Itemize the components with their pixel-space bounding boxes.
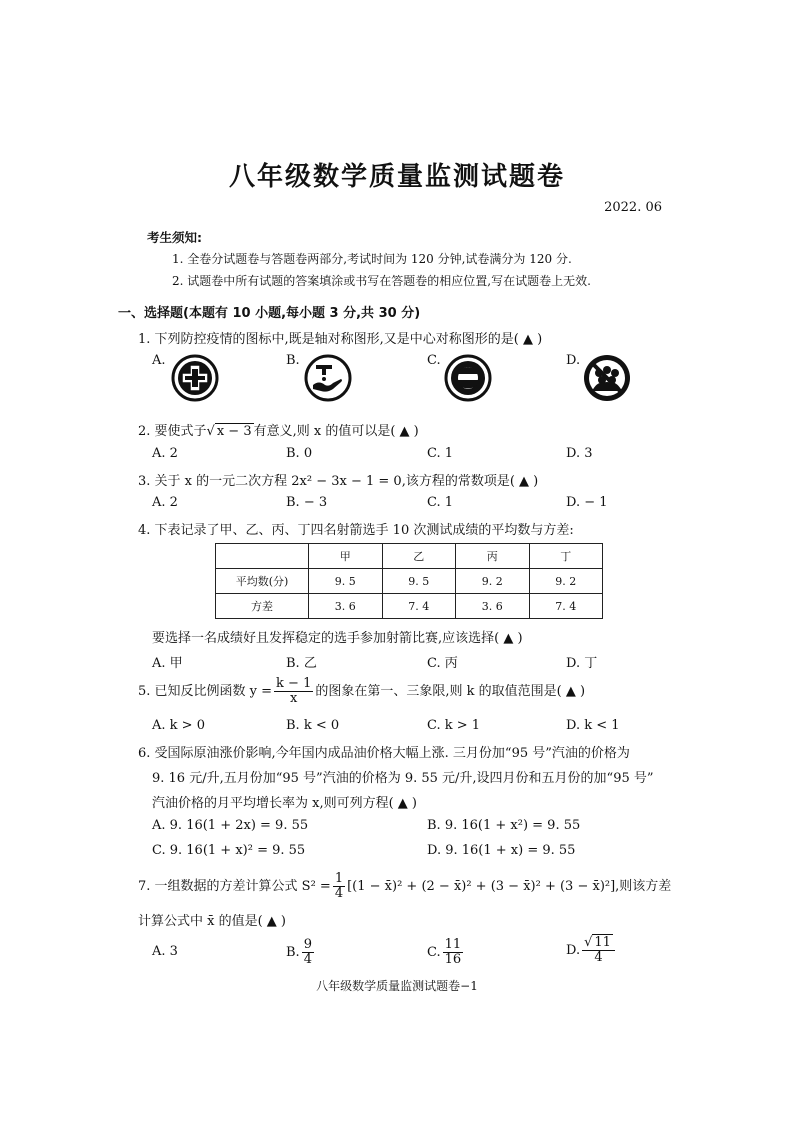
q5-option-b: B. k < 0: [286, 718, 340, 733]
q7-option-b-fraction: [302, 938, 314, 967]
table-cell: 平均数(分): [216, 569, 309, 594]
sqrt-symbol: √: [206, 424, 215, 439]
q3-option-d: D. − 1: [566, 495, 608, 510]
q7-option-c-num: 11: [444, 937, 462, 952]
question-7-stem: [138, 872, 671, 901]
notice-heading: 考生须知:: [147, 230, 202, 245]
q2-option-b: B. 0: [286, 446, 313, 461]
q5-option-d: D. k < 1: [566, 718, 620, 733]
q1-label-b: B.: [286, 353, 300, 368]
q6-option-b: B. 9. 16(1 + x²) = 9. 55: [427, 818, 581, 833]
q7-option-d-fraction: [582, 936, 615, 965]
table-cell: 方差: [216, 594, 309, 619]
q7-option-b-den: 4: [303, 952, 312, 967]
q5-denominator: x: [290, 691, 298, 706]
q3-option-b: B. − 3: [286, 495, 328, 510]
table-cell: 7. 4: [382, 594, 456, 619]
q3-option-c: C. 1: [427, 495, 454, 510]
q2-stem-post: 有意义,则 x 的值可以是( ▲ ): [253, 424, 419, 439]
q6-option-d: D. 9. 16(1 + x) = 9. 55: [427, 843, 576, 858]
table-cell: 9. 2: [456, 569, 530, 594]
q4-option-a: A. 甲: [152, 656, 183, 671]
question-5-stem: [138, 677, 585, 706]
table-cell: 7. 4: [529, 594, 603, 619]
q5-numerator: k − 1: [276, 676, 312, 691]
table-cell: 丙: [456, 544, 530, 569]
q7-option-d-label: D.: [566, 943, 581, 958]
question-3-stem: 3. 关于 x 的一元二次方程 2x² − 3x − 1 = 0,该方程的常数项是( ▲ ): [138, 474, 539, 489]
q7-option-c-den: 16: [444, 952, 462, 967]
q5-stem-post: 的图象在第一、三象限,则 k 的取值范围是( ▲ ): [315, 684, 586, 699]
q3-option-a: A. 2: [152, 495, 178, 510]
sqrt-symbol: √: [584, 935, 593, 950]
q7-option-c-fraction: [443, 938, 464, 967]
score-table: [215, 543, 603, 619]
q7-numerator: 1: [334, 871, 344, 886]
table-row: [216, 569, 603, 594]
exam-date: 2022. 06: [604, 200, 662, 215]
q7-option-c-label: C.: [427, 945, 441, 960]
q7-option-d: [566, 936, 617, 965]
medical-cross-icon: [170, 353, 220, 403]
question-1-stem: 1. 下列防控疫情的图标中,既是轴对称图形,又是中心对称图形的是( ▲ ): [138, 332, 543, 347]
q7-option-b-num: 9: [303, 937, 312, 952]
table-cell: [216, 544, 309, 569]
q7-option-d-radicand: 11: [594, 935, 611, 950]
q1-label-a: A.: [152, 353, 166, 368]
table-cell: 3. 6: [309, 594, 383, 619]
table-cell: 9. 5: [309, 569, 383, 594]
q7-option-b-label: B.: [286, 945, 300, 960]
question-2-stem: [138, 420, 419, 439]
q2-option-c: C. 1: [427, 446, 454, 461]
table-cell: 乙: [382, 544, 456, 569]
q2-option-a: A. 2: [152, 446, 178, 461]
q2-option-d: D. 3: [566, 446, 593, 461]
q7-option-d-den: 4: [594, 950, 603, 965]
q5-fraction: [274, 677, 313, 706]
table-row: [216, 594, 603, 619]
table-cell: 3. 6: [456, 594, 530, 619]
page-title: 八年级数学质量监测试题卷: [228, 162, 565, 192]
masked-face-icon: [443, 353, 493, 403]
q7-option-a: A. 3: [152, 944, 178, 959]
hand-wash-icon: [303, 353, 353, 403]
q4-option-d: D. 丁: [566, 656, 598, 671]
table-cell: 甲: [309, 544, 383, 569]
question-4-follow: 要选择一名成绩好且发挥稳定的选手参加射箭比赛,应该选择( ▲ ): [152, 631, 523, 646]
q6-option-c: C. 9. 16(1 + x)² = 9. 55: [152, 843, 306, 858]
notice-item-1: 1. 全卷分试题卷与答题卷两部分,考试时间为 120 分钟,试卷满分为 120 分.: [172, 252, 572, 266]
q2-stem-pre: 2. 要使式子: [138, 424, 207, 439]
q7-option-b: [286, 938, 316, 967]
question-6-line-2: 9. 16 元/升,五月份加“95 号”汽油的价格为 9. 55 元/升,设四月份和五月份的加“95 号”: [152, 771, 654, 786]
q2-radicand: x − 3: [216, 424, 252, 439]
q7-stem-pre: 7. 一组数据的方差计算公式 S² =: [138, 879, 331, 894]
page-footer: 八年级数学质量监测试题卷−1: [316, 979, 478, 993]
q6-option-a: A. 9. 16(1 + 2x) = 9. 55: [152, 818, 309, 833]
table-cell: 丁: [529, 544, 603, 569]
q7-stem-post: [(1 − x̄)² + (2 − x̄)² + (3 − x̄)² + (3 − x̄)²],则该方差: [347, 879, 672, 894]
q4-option-c: C. 丙: [427, 656, 458, 671]
question-4-stem: 4. 下表记录了甲、乙、丙、丁四名射箭选手 10 次测试成绩的平均数与方差:: [138, 523, 574, 538]
q5-stem-pre: 5. 已知反比例函数 y =: [138, 684, 273, 699]
table-cell: 9. 5: [382, 569, 456, 594]
q1-label-c: C.: [427, 353, 441, 368]
q4-option-b: B. 乙: [286, 656, 317, 671]
q7-option-c: [427, 938, 465, 967]
q7-fraction: [333, 872, 345, 901]
q7-denominator: 4: [334, 886, 344, 901]
question-6-line-1: 6. 受国际原油涨价影响,今年国内成品油价格大幅上涨. 三月份加“95 号”汽油的价格为: [138, 746, 630, 761]
q5-option-c: C. k > 1: [427, 718, 481, 733]
q7-option-d-num: [582, 936, 615, 951]
table-header-row: [216, 544, 603, 569]
table-cell: 9. 2: [529, 569, 603, 594]
no-gathering-icon: [582, 353, 632, 403]
section-heading: 一、选择题(本题有 10 小题,每小题 3 分,共 30 分): [118, 306, 421, 321]
notice-item-2: 2. 试题卷中所有试题的答案填涂或书写在答题卷的相应位置,写在试题卷上无效.: [172, 274, 591, 288]
q5-option-a: A. k > 0: [152, 718, 205, 733]
question-6-line-3: 汽油价格的月平均增长率为 x,则可列方程( ▲ ): [152, 796, 418, 811]
q1-label-d: D.: [566, 353, 581, 368]
question-7-line-2: 计算公式中 x̄ 的值是( ▲ ): [138, 914, 287, 929]
